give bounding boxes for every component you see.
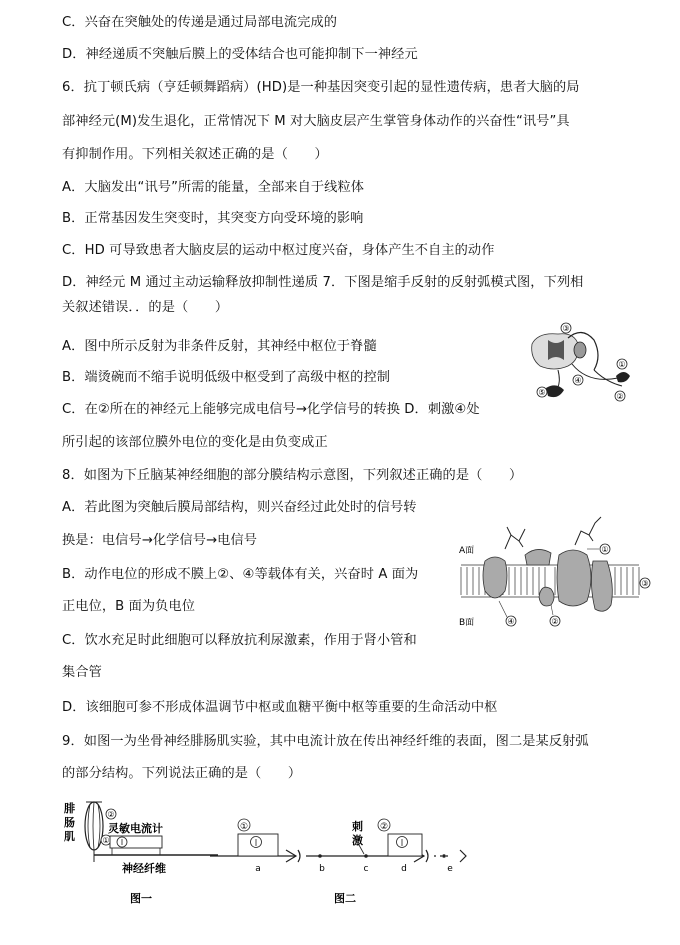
fig2-mark: ② — [379, 822, 389, 832]
reflex-arc-figure — [528, 320, 646, 408]
membrane-side-b: B面 — [459, 618, 475, 628]
text-line: D．该细胞可参不形成体温调节中枢或血糖平衡中枢等重要的生命活动中枢 — [62, 700, 498, 715]
reflex-label: ③ — [562, 324, 570, 333]
fig2-mark: ① — [239, 822, 249, 832]
membrane-label: ③ — [641, 579, 649, 588]
point-label: b — [319, 864, 325, 874]
figure-1 — [62, 800, 218, 910]
text-line: A．若此图为突触后膜局部结构，则兴奋经过此处时的信号转 — [62, 500, 417, 515]
figure-2 — [210, 812, 480, 910]
muscle-label-source: 腓肠肌 — [62, 800, 65, 801]
text-line: 换是：电信号→化学信号→电信号 — [62, 533, 258, 548]
text-line: 集合管 — [62, 665, 102, 680]
text-line: C．兴奋在突触处的传递是通过局部电流完成的 — [62, 15, 338, 30]
text-line: A．图中所示反射为非条件反射，其神经中枢位于脊髓 — [62, 339, 377, 354]
text-line: A．大脑发出“讯号”所需的能量，全部来自于线粒体 — [62, 180, 365, 195]
text-line: 6．抗丁顿氏病（亨廷顿舞蹈病）(HD)是一种基因突变引起的显性遗传病，患者大脑的局 — [62, 80, 580, 95]
point-label: c — [363, 864, 369, 874]
fig1-mark: ② — [107, 810, 115, 819]
fig1-mark: ① — [102, 836, 110, 845]
text-line: 关叙述错误．．的是（ ） — [62, 300, 229, 315]
text-line: B．动作电位的形成不膜上②、④等载体有关，兴奋时 A 面为 — [62, 567, 419, 582]
text-line: 8．如图为下丘脑某神经细胞的部分膜结构示意图，下列叙述正确的是（ ） — [62, 468, 523, 483]
muscle-label: 腓肠肌 — [64, 802, 75, 843]
text-line: 正电位，B 面为负电位 — [62, 599, 196, 614]
text-line: 9．如图一为坐骨神经腓肠肌实验，其中电流计放在传出神经纤维的表面，图二是某反射弧 — [62, 734, 589, 749]
text-line: D．神经递质不突触后膜上的受体结合也可能抑制下一神经元 — [62, 47, 418, 62]
text-line: B．端烫碗而不缩手说明低级中枢受到了高级中枢的控制 — [62, 370, 391, 385]
text-line: D．神经元 M 通过主动运输释放抑制性递质 7．下图是缩手反射的反射弧模式图，下列相 — [62, 275, 584, 290]
point-label: d — [401, 864, 407, 874]
stimulus-label: 刺激 — [352, 820, 363, 847]
text-line: 所引起的该部位膜外电位的变化是由负变成正 — [62, 435, 328, 450]
membrane-label: ① — [601, 545, 609, 554]
text-line: 有抑制作用。下列相关叙述正确的是（ ） — [62, 147, 328, 162]
text-line: 部神经元(M)发生退化，正常情况下 M 对大脑皮层产生掌管身体动作的兴奋性“讯号”具 — [62, 114, 570, 129]
membrane-label: ④ — [507, 617, 515, 626]
text-line: B．正常基因发生突变时，其突变方向受环境的影响 — [62, 211, 364, 226]
reflex-label: ② — [616, 392, 624, 401]
fiber-label: 神经纤维 — [122, 862, 166, 875]
fig2-caption: 图二 — [334, 892, 356, 905]
text-line: 的部分结构。下列说法正确的是（ ） — [62, 766, 302, 781]
membrane-side-a: A面 — [459, 546, 475, 556]
membrane-label: ② — [551, 617, 559, 626]
reflex-label: ① — [618, 360, 626, 369]
text-line: C．HD 可导致患者大脑皮层的运动中枢过度兴奋，身体产生不自主的动作 — [62, 243, 495, 258]
point-label: e — [447, 864, 453, 874]
galvanometer-label: 灵敏电流计 — [108, 822, 163, 835]
reflex-label: ④ — [574, 376, 582, 385]
stimulus-label-source: 刺激 — [210, 812, 212, 813]
point-label: a — [255, 864, 261, 874]
reflex-label: ⑤ — [538, 388, 546, 397]
text-line: C．在②所在的神经元上能够完成电信号→化学信号的转换 D．刺激④处 — [62, 402, 480, 417]
membrane-figure — [455, 505, 655, 635]
fig1-caption: 图一 — [130, 892, 152, 905]
text-line: C．饮水充足时此细胞可以释放抗利尿激素，作用于肾小管和 — [62, 633, 417, 648]
